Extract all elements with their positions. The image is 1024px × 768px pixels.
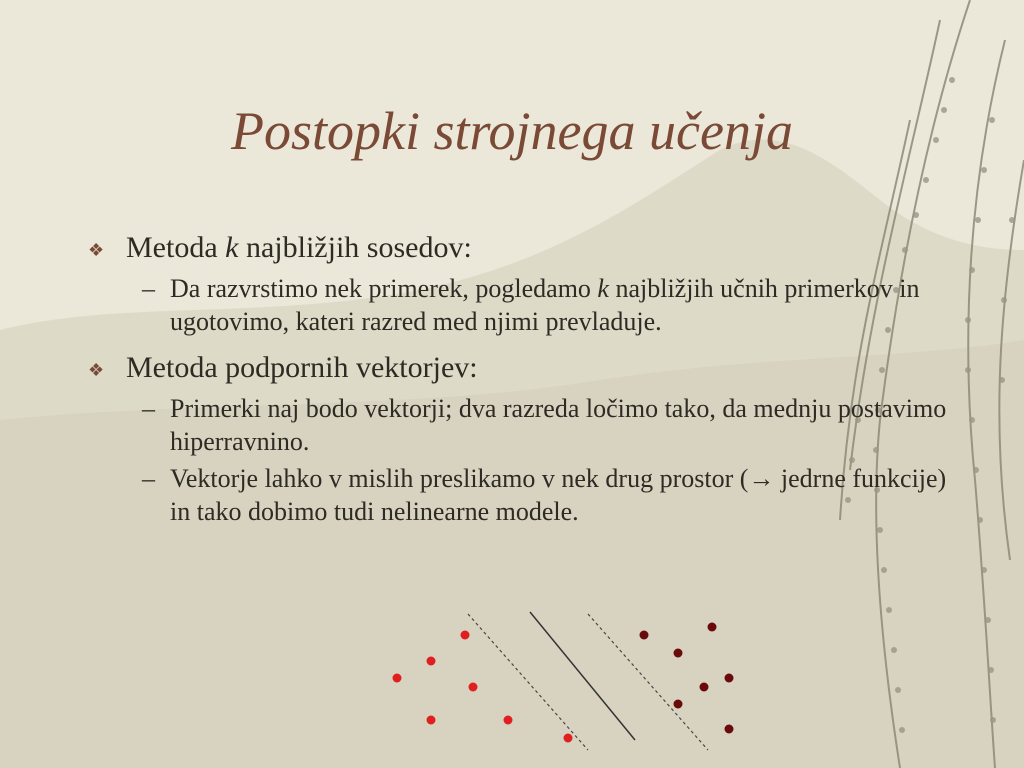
- class-a-points: [393, 631, 573, 743]
- bullet-svm-text: Metoda podpornih vektorjev:: [126, 351, 478, 384]
- bullet-knn-text-post: najbližjih sosedov:: [238, 231, 472, 264]
- dash-bullet: –: [142, 274, 155, 303]
- subbullet-knn-explanation: [88, 272, 948, 338]
- diamond-bullet-icon: ❖: [88, 240, 105, 260]
- class-a-point: [469, 683, 478, 692]
- svm-illustration: [380, 600, 760, 768]
- class-a-point: [427, 716, 436, 725]
- class-a-point: [461, 631, 470, 640]
- class-b-point: [708, 623, 717, 632]
- subbullet-knn-text-pre: Da razvrstimo nek primerek, pogledamo: [170, 274, 598, 303]
- margin-line-left: [468, 614, 588, 750]
- class-a-point: [393, 674, 402, 683]
- right-arrow-icon: →: [748, 464, 775, 493]
- bullet-knn-k: k: [225, 231, 239, 264]
- slide-content: [88, 230, 948, 532]
- slide-title: Postopki strojnega učenja: [231, 101, 793, 161]
- class-a-point: [564, 734, 573, 743]
- class-b-point: [640, 631, 649, 640]
- separating-hyperplane: [530, 612, 635, 740]
- subbullet-knn-k: k: [597, 274, 609, 303]
- subbullet-svm-kernel: [88, 462, 948, 528]
- class-a-point: [504, 716, 513, 725]
- dash-bullet: –: [142, 464, 155, 493]
- class-b-point: [674, 700, 683, 709]
- bullet-knn-text-pre: Metoda: [126, 231, 226, 264]
- class-b-points: [640, 623, 734, 734]
- subbullet-svm-hyperplane-text: Primerki naj bodo vektorji; dva razreda ločimo tako, da mednju postavimo hiperravnino.: [170, 394, 947, 456]
- class-b-point: [700, 683, 709, 692]
- class-b-point: [725, 725, 734, 734]
- class-b-point: [725, 674, 734, 683]
- diamond-bullet-icon: ❖: [88, 360, 105, 380]
- subbullet-svm-hyperplane: [88, 392, 948, 458]
- bullet-knn: [88, 230, 948, 266]
- class-a-point: [427, 657, 436, 666]
- class-b-point: [674, 649, 683, 658]
- dash-bullet: –: [142, 394, 155, 423]
- subbullet-svm-kernel-text-post: jedrne funkcije) in tako dobimo tudi nelinearne modele.: [170, 464, 947, 526]
- bullet-svm: [88, 350, 948, 386]
- subbullet-knn-text-post: najbližjih učnih primerkov in ugotovimo, kateri razred med njimi prevladuje.: [170, 274, 920, 336]
- subbullet-svm-kernel-text-pre: Vektorje lahko v mislih preslikamo v nek drug prostor (: [170, 464, 749, 493]
